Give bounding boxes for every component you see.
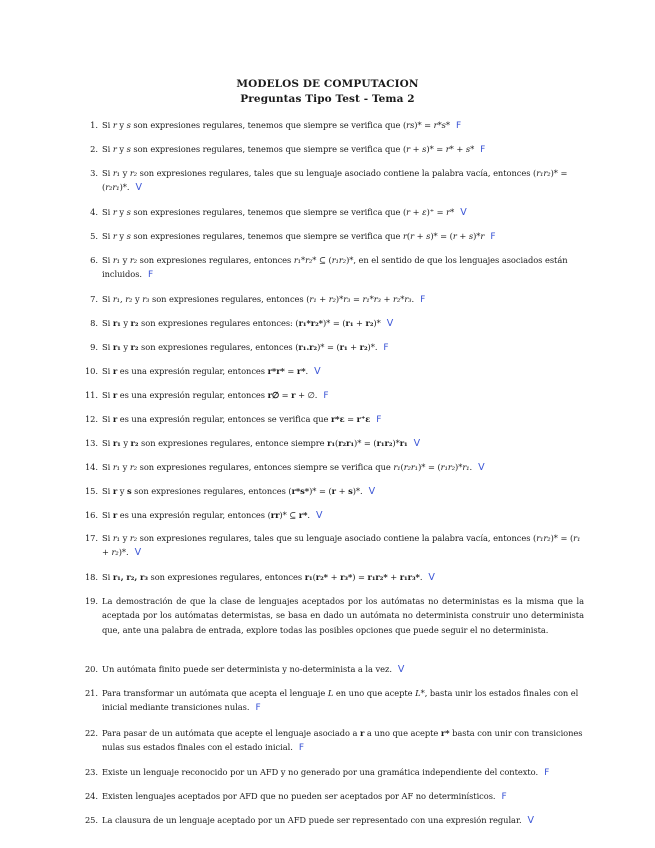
question-text: Si r₁ y r₂ son expresiones regulares, entonces siempre se verifica que r₁(r₂r₁)* = (r₁r₂)*r₁. V [102,462,485,473]
answer-mark: F [148,270,154,281]
question-number: 20. [84,664,98,674]
answer-mark: V [478,462,485,473]
question-number: 8. [90,318,98,328]
question-text: Existe un lenguaje reconocido por un AFD y no generado por una gramática independiente del contexto. F [102,767,550,778]
question-number: 10. [84,366,98,376]
question-number: 24. [84,791,98,801]
answer-mark: F [255,703,261,714]
question-number: 18. [84,572,98,582]
question-text: Si r es una expresión regular, entonces se verifica que r*ε = r⁺ε F [102,414,382,425]
question-number: 6. [90,255,98,265]
question-text: Si r y s son expresiones regulares, tenemos que siempre se verifica que r(r + s)* = (r + s)*r F [102,231,496,242]
question-number: 23. [84,767,98,777]
question-text: Si r₁ y r₂ son expresiones regulares, entonces (r₁.r₂)* = (r₁ + r₂)*. F [102,342,389,353]
question-text: Si r es una expresión regular, entonces (rr)* ⊆ r*. V [102,510,323,521]
question-number: 25. [84,815,98,825]
question-text: Si r₁ y r₂ son expresiones regulares, entonces r₁*r₂* ⊆ (r₁r₂)*, en el sentido de que los lenguajes asociados están incluidos. F [102,255,568,281]
question-text: Si r y s son expresiones regulares, tenemos que siempre se verifica que (r + ε)⁺ = r* V [102,207,467,218]
question-text: Para transformar un autómata que acepta el lenguaje L en uno que acepte L*, basta unir los estados finales con el inicial mediante transiciones nulas. F [102,688,579,714]
question-text: Para pasar de un autómata que acepte el lenguaje asociado a r a uno que acepte r* basta con unir con transiciones nulas sus estados finales con el estado inicial. F [102,728,583,754]
answer-mark: F [298,743,304,754]
question-number: 12. [84,414,98,424]
answer-mark: F [480,145,486,155]
answer-mark: F [456,121,462,131]
question-text: Si r₁ y r₂ son expresiones regulares, tales que su lenguaje asociado contiene la palabra vacía, entonces (r₁r₂)* = (r₁ + r₂)*. V [102,533,581,559]
question-text: Si r y s son expresiones regulares, entonces (r*s*)* = (r + s)*. V [102,486,376,497]
question-number: 11. [84,390,98,400]
question-text: Si r₁ y r₂ son expresiones regulares, entonce siempre r₁(r₂r₁)* = (r₁r₂)*r₁ V [102,438,421,449]
document-title: MODELOS DE COMPUTACION [236,78,419,90]
question-text: Si r es una expresión regular, entonces r*r* = r*. V [102,366,321,377]
document-subtitle: Preguntas Tipo Test - Tema 2 [240,93,415,105]
answer-mark: V [386,318,394,329]
answer-mark: V [428,572,435,583]
question-number: 7. [90,294,98,304]
question-number: 19. [84,596,98,606]
answer-mark: F [544,768,550,778]
question-number: 5. [90,231,98,241]
question-number: 1. [90,120,98,130]
question-number: 14. [84,462,98,472]
question-number: 2. [90,144,98,154]
answer-mark: F [383,343,389,353]
question-number: 16. [84,510,98,520]
question-number: 3. [90,168,98,178]
question-text: La demostración de que la clase de lenguajes aceptados por los autómatas no deterministas es la misma que la aceptada por los autómatas determistas, se basa en dado un autómata no determinista construir uno determinista que, ante una palabra de entrada, explore todas las posibles opciones que puede seguir el no determinista. [102,596,584,635]
question-text: La clausura de un lenguaje aceptado por un AFD puede ser representado con una expresión regular. V [102,815,534,826]
question-number: 4. [90,207,98,217]
question-number: 17. [84,533,98,543]
question-number: 22. [84,728,98,738]
answer-mark: F [376,415,382,425]
question-text: Si r es una expresión regular, entonces r∅ = r + ∅. F [102,390,329,401]
answer-mark: V [397,664,405,675]
answer-mark: V [135,182,142,194]
question-number: 13. [84,438,98,448]
answer-mark: V [527,815,534,826]
answer-mark: V [413,438,421,449]
answer-mark: F [323,391,329,401]
answer-mark: F [420,295,426,305]
question-text: Existen lenguajes aceptados por AFD que no pueden ser aceptados por AF no determinísticos. F [102,791,507,802]
question-text: Si r₁ y r₂ son expresiones regulares entonces: (r₁*r₂*)* = (r₁ + r₂)* V [102,318,394,329]
question-text: Si r₁ y r₂ son expresiones regulares, tales que su lenguaje asociado contiene la palabra vacía, entonces (r₁r₂)* = (r₂r₁)*. V [102,168,568,194]
question-number: 15. [84,486,98,496]
answer-mark: F [490,232,496,242]
answer-mark: V [368,486,376,497]
answer-mark: V [316,510,323,521]
question-text: Si r y s son expresiones regulares, tenemos que siempre se verifica que (rs)* = r*s* F [102,120,462,131]
question-number: 21. [84,688,98,698]
question-text: Un autómata finito puede ser determinista y no-determinista a la vez. V [102,664,405,675]
answer-mark: F [501,792,507,802]
question-text: Si r y s son expresiones regulares, tenemos que siempre se verifica que (r + s)* = r* + s* F [102,144,486,155]
answer-mark: V [460,207,467,218]
answer-mark: V [314,366,321,377]
question-text: Si r₁, r₂ y r₃ son expresiones regulares, entonces (r₁ + r₂)*r₃ = r₁*r₃ + r₂*r₃. F [102,294,426,305]
question-text: Si r₁, r₂, r₃ son expresiones regulares, entonces r₁(r₂* + r₃*) = r₁r₂* + r₁r₃*. V [102,572,435,583]
question-number: 9. [90,342,98,352]
answer-mark: V [134,547,142,559]
